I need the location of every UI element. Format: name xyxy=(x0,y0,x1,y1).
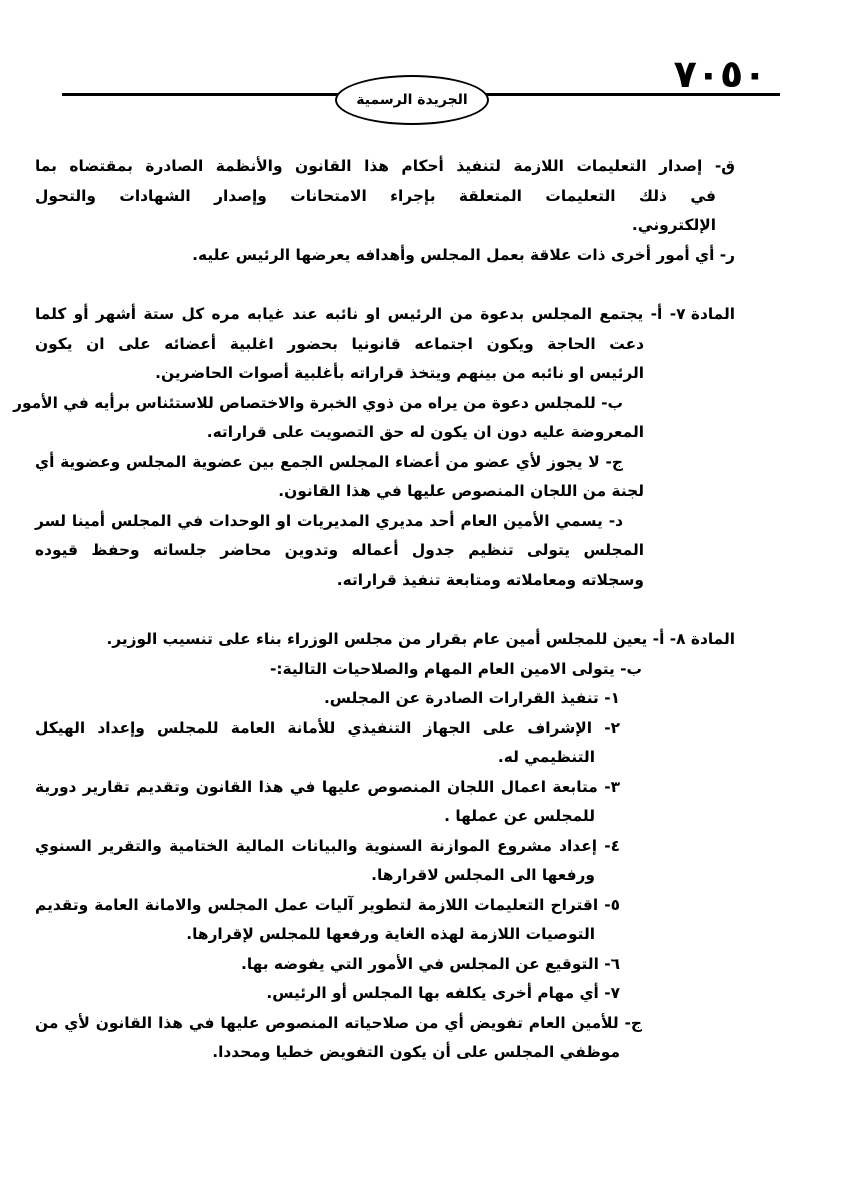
text-line: التوصيات اللازمة لهذه الغاية ورفعها للمجلس لإقرارها. xyxy=(186,925,595,943)
gazette-title-badge xyxy=(335,75,489,125)
text-line: ب- للمجلس دعوة من يراه من ذوي الخبرة والاختصاص للاستئناس برأيه في الأمور xyxy=(13,393,623,412)
text-line: ج- للأمين العام تفويض أي من صلاحياته المنصوص عليها في هذا القانون لأي من xyxy=(35,1013,642,1032)
text-line: ج- لا يجوز لأي عضو من أعضاء المجلس الجمع بين عضوية المجلس وعضوية أي xyxy=(35,452,623,471)
text-line: وسجلاته ومعاملاته ومتابعة تنفيذ قراراته. xyxy=(336,570,644,589)
text-line: الإلكتروني. xyxy=(631,216,716,234)
text-line: ٣- متابعة اعمال اللجان المنصوص عليها في هذا القانون وتقديم تقارير دورية xyxy=(35,777,620,796)
article-8-label: المادة ٨- xyxy=(669,630,735,648)
text-line: ١- تنفيذ القرارات الصادرة عن المجلس. xyxy=(323,689,620,707)
text-line: المجلس يتولى تنظيم جدول أعماله وتدوين محاضر جلساته وحفظ قيوده xyxy=(35,541,644,559)
text-line: ب- يتولى الامين العام المهام والصلاحيات التالية:- xyxy=(270,659,642,678)
gazette-title: الجريدة الرسمية xyxy=(356,92,468,108)
text-line: ورفعها الى المجلس لاقرارها. xyxy=(371,866,595,884)
text-line: التنظيمي له. xyxy=(497,748,595,766)
text-span: أ- يعين للمجلس أمين عام بقرار من مجلس الوزراء بناء على تنسيب الوزير. xyxy=(106,630,665,648)
page-number: ٧٠٥٠ xyxy=(673,52,767,96)
text-line: موظفي المجلس على أن يكون التفويض خطيا ومحددا. xyxy=(212,1043,620,1061)
text-line: ٦- التوقيع عن المجلس في الأمور التي يفوضه بها. xyxy=(241,954,620,973)
text-line: ٤- إعداد مشروع الموازنة السنوية والبيانات المالية الختامية والتقرير السنوي xyxy=(35,836,620,855)
text-line: للمجلس عن عملها . xyxy=(444,807,595,825)
text-line: المعروضة عليه دون ان يكون له حق التصويت على قراراته. xyxy=(206,423,644,441)
text-line: الرئيس او نائبه من بينهم ويتخذ قراراته بأغلبية أصوات الحاضرين. xyxy=(155,364,644,382)
text-line: د- يسمي الأمين العام أحد مديري المديريات او الوحدات في المجلس أمينا لسر xyxy=(35,511,623,530)
document-body xyxy=(13,152,735,1068)
text-line: ر- أي أمور أخرى ذات علاقة بعمل المجلس وأهدافه يعرضها الرئيس عليه. xyxy=(192,245,735,264)
article-8-line xyxy=(35,625,735,655)
article-7-line xyxy=(35,300,735,330)
text-line: ق- إصدار التعليمات اللازمة لتنفيذ أحكام هذا القانون والأنظمة الصادرة بمقتضاه بما xyxy=(35,157,735,175)
text-line: ٢- الإشراف على الجهاز التنفيذي للأمانة العامة للمجلس وإعداد الهيكل xyxy=(35,718,620,737)
text-line: ٥- اقتراح التعليمات اللازمة لتطوير آليات عمل المجلس والامانة العامة وتقديم xyxy=(35,895,620,914)
text-line: دعت الحاجة ويكون اجتماعه قانونيا بحضور اغلبية أعضائه على ان يكون xyxy=(35,334,644,353)
text-span: أ- يجتمع المجلس بدعوة من الرئيس او نائبه عند غيابه مره كل ستة أشهر أو كلما xyxy=(35,305,663,323)
text-line: لجنة من اللجان المنصوص عليها في هذا القانون. xyxy=(278,482,644,500)
text-line: في ذلك التعليمات المتعلقة بإجراء الامتحانات وإصدار الشهادات والتحول xyxy=(35,186,716,205)
article-7-label: المادة ٧- xyxy=(669,305,735,323)
text-line: ٧- أي مهام أخرى يكلفه بها المجلس أو الرئيس. xyxy=(266,984,620,1002)
